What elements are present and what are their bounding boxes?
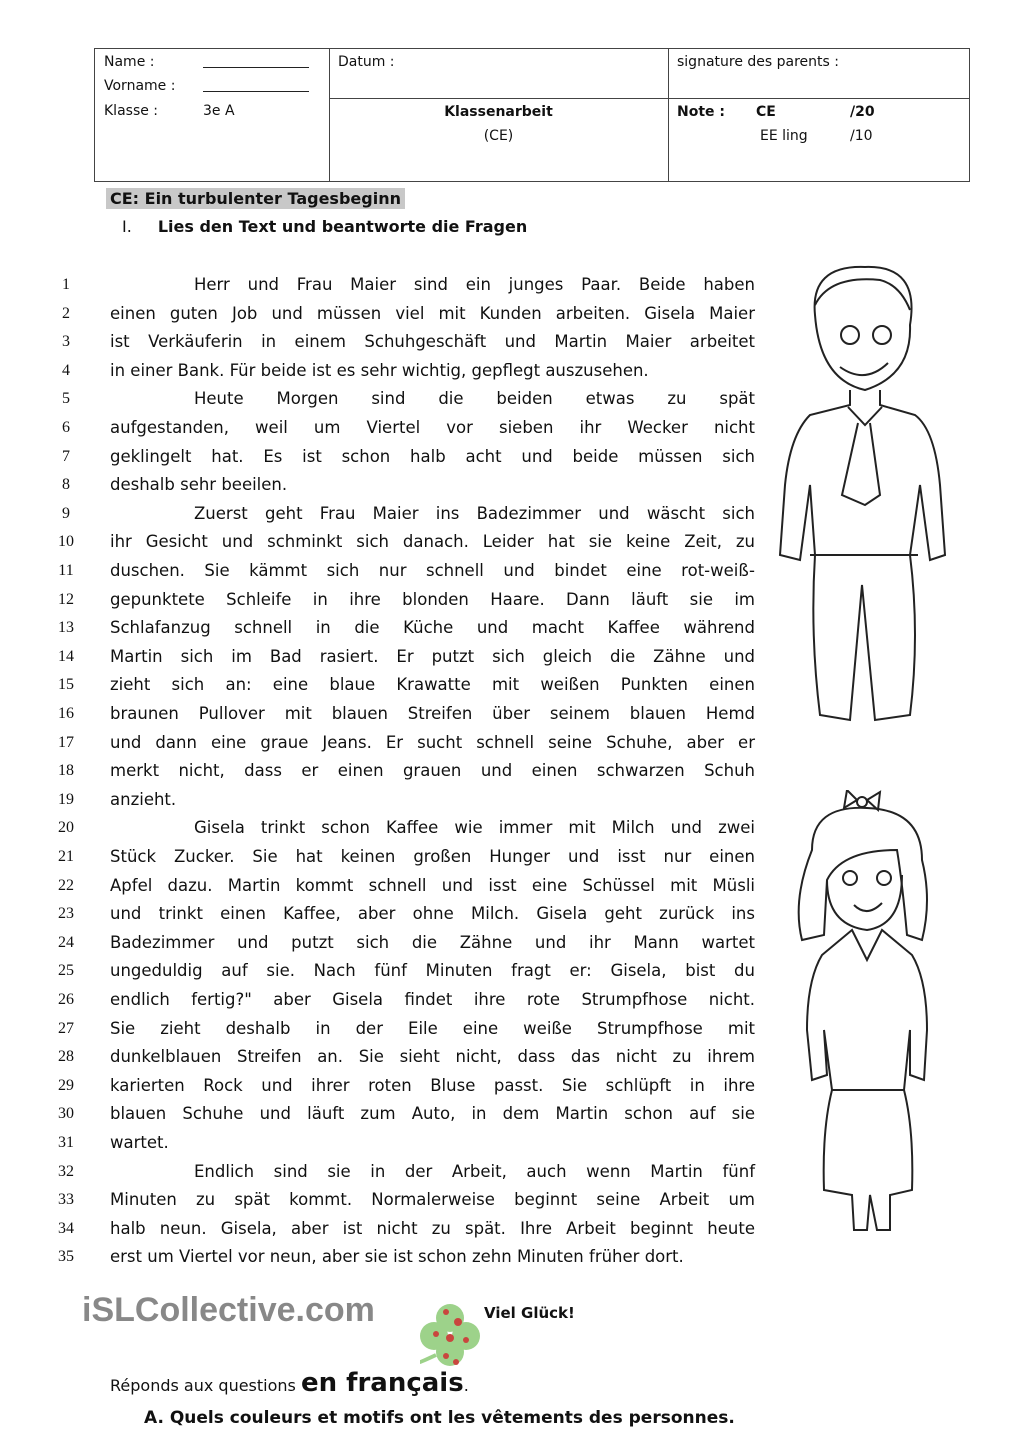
text-line [0, 701, 800, 730]
vorname-label: Vorname : [104, 78, 176, 94]
line-text: duschen. Sie kämmt sich nur schnell und bindet eine rot-weiß- [110, 561, 755, 580]
text-line [0, 558, 800, 587]
line-text: Endlich sind sie in der Arbeit, auch wenn Martin fünf [194, 1161, 755, 1181]
man-illustration [770, 255, 950, 735]
line-text: ungeduldig auf sie. Nach fünf Minuten fragt er: Gisela, bist du [110, 961, 755, 981]
line-number: 28 [58, 1048, 74, 1066]
signature-label: signature des parents : [677, 54, 839, 70]
line-number: 24 [58, 933, 74, 951]
line-text: geklingelt hat. Es ist schon halb acht und beide müssen sich [110, 446, 755, 466]
line-text: einen guten Job und müssen viel mit Kunden arbeiten. Gisela Maier [110, 303, 755, 323]
line-text: gepunktete Schleife in ihre blonden Haare. Dann läuft sie im [110, 589, 755, 609]
line-number: 27 [58, 1019, 74, 1037]
line-text: ist Verkäuferin in einem Schuhgeschäft und Martin Maier arbeitet [110, 332, 755, 352]
line-number: 32 [58, 1162, 74, 1180]
text-line [0, 672, 800, 701]
line-number: 26 [58, 991, 74, 1008]
line-number: 10 [58, 533, 74, 551]
line-text: braunen Pullover mit blauen Streifen über seinem blauen Hemd [110, 704, 755, 723]
line-text: in einer Bank. Für beide ist es sehr wichtig, gepflegt auszusehen. [110, 360, 649, 380]
line-number: 25 [58, 962, 74, 980]
line-number: 19 [58, 790, 74, 808]
text-line [0, 272, 800, 301]
line-text: Martin sich im Bad rasiert. Er putzt sich gleich die Zähne und [110, 646, 755, 666]
line-number: 18 [58, 762, 74, 780]
line-number: 35 [58, 1248, 74, 1266]
text-line [0, 787, 800, 816]
line-number: 5 [62, 390, 70, 408]
text-line [0, 472, 800, 501]
line-number: 21 [58, 848, 74, 865]
instruction-number: I. [122, 217, 132, 236]
line-number: 29 [58, 1076, 74, 1094]
line-number: 7 [62, 447, 70, 465]
line-text: ihr Gesicht und schminkt sich danach. Leider hat sie keine Zeit, zu [110, 532, 755, 552]
line-text: blauen Schuhe und läuft zum Auto, in dem Martin schon auf sie [110, 1104, 755, 1124]
note-ee-max: /10 [850, 128, 873, 144]
line-number: 8 [62, 476, 70, 494]
text-line [0, 1130, 800, 1159]
line-text: und trinkt einen Kaffee, aber ohne Milch. Gisela geht zurück ins [110, 904, 755, 924]
vorname-field[interactable] [203, 79, 309, 96]
line-text: zieht sich an: eine blaue Krawatte mit weißen Punkten einen [110, 675, 755, 695]
text-line [0, 644, 800, 673]
line-text: Gisela trinkt schon Kaffee wie immer mit Milch und zwei [194, 818, 755, 838]
section-title: CE: Ein turbulenter Tagesbeginn [106, 188, 405, 209]
line-text: Minuten zu spät kommt. Normalerweise beginnt seine Arbeit um [110, 1190, 755, 1210]
text-line [0, 529, 800, 558]
line-number: 11 [58, 562, 74, 579]
good-luck-text: Viel Glück! [484, 1304, 575, 1322]
instruction-text: Lies den Text und beantworte die Fragen [157, 217, 528, 236]
line-number: 1 [62, 276, 70, 293]
datum-cell [329, 49, 669, 181]
line-text: Herr und Frau Maier sind ein junges Paar. Beide haben [194, 275, 755, 294]
text-line [0, 1101, 800, 1130]
name-label: Name : [104, 54, 155, 70]
line-number: 13 [58, 619, 74, 637]
text-line [0, 1044, 800, 1073]
text-line [0, 815, 800, 844]
note-ee: EE ling [760, 128, 808, 144]
klasse-value: 3e A [203, 103, 235, 119]
line-text: Badezimmer und putzt sich die Zähne und ihr Mann wartet [110, 932, 755, 952]
text-line [0, 901, 800, 930]
line-number: 9 [62, 504, 70, 522]
text-line [0, 1073, 800, 1102]
name-field[interactable] [203, 55, 309, 72]
text-line [0, 844, 800, 873]
line-number: 3 [62, 333, 70, 351]
text-line [0, 730, 800, 759]
line-text: Apfel dazu. Martin kommt schnell und isst eine Schüssel mit Müsli [110, 875, 755, 895]
klasse-label: Klasse : [104, 103, 159, 119]
text-line [0, 415, 800, 444]
line-number: 30 [58, 1105, 74, 1123]
text-line [0, 358, 800, 387]
line-text: Heute Morgen sind die beiden etwas zu spät [194, 389, 755, 409]
note-ce-max: /20 [850, 104, 875, 120]
line-number: 2 [62, 304, 70, 322]
answer-prefix: Réponds aux questions [110, 1376, 301, 1395]
text-line [0, 930, 800, 959]
line-text: endlich fertig?" aber Gisela findet ihre rote Strumpfhose nicht. [110, 990, 755, 1009]
text-line [0, 1216, 800, 1245]
line-text: wartet. [110, 1133, 169, 1152]
text-line [0, 1244, 800, 1273]
line-text: dunkelblauen Streifen an. Sie sieht nicht, dass das nicht zu ihrem [110, 1047, 755, 1067]
line-text: Stück Zucker. Sie hat keinen großen Hunger und isst nur einen [110, 847, 755, 866]
exam-subtitle: (CE) [483, 128, 514, 144]
line-number: 14 [58, 647, 74, 665]
line-text: und dann eine graue Jeans. Er sucht schnell seine Schuhe, aber er [110, 732, 755, 752]
line-number: 4 [62, 361, 70, 379]
line-number: 20 [58, 819, 74, 837]
text-line [0, 1187, 800, 1216]
text-line [0, 501, 800, 530]
text-line [0, 1159, 800, 1188]
text-line [0, 758, 800, 787]
text-line [0, 873, 800, 902]
line-text: erst um Viertel vor neun, aber sie ist schon zehn Minuten früher dort. [110, 1247, 684, 1267]
line-number: 23 [58, 905, 74, 923]
line-text: aufgestanden, weil um Viertel vor sieben ihr Wecker nicht [110, 418, 755, 437]
line-number: 12 [58, 590, 74, 608]
text-line [0, 958, 800, 987]
line-text: deshalb sehr beeilen. [110, 475, 288, 495]
line-number: 33 [58, 1191, 74, 1209]
line-text: Schlafanzug schnell in die Küche und macht Kaffee während [110, 618, 755, 638]
line-text: halb neun. Gisela, aber ist nicht zu spät. Ihre Arbeit beginnt heute [110, 1218, 755, 1238]
line-number: 17 [58, 733, 74, 751]
line-text: Zuerst geht Frau Maier ins Badezimmer und wäscht sich [194, 503, 755, 523]
text-line [0, 329, 800, 358]
text-line [0, 987, 800, 1016]
line-text: karierten Rock und ihrer roten Bluse passt. Sie schlüpft in ihre [110, 1075, 755, 1095]
text-line [0, 386, 800, 415]
question-a: A. Quels couleurs et motifs ont les vêtements des personnes. [144, 1408, 735, 1428]
note-label: Note : [677, 104, 725, 120]
woman-illustration [782, 790, 952, 1240]
text-line [0, 587, 800, 616]
student-info-cell [95, 49, 330, 181]
line-number: 31 [58, 1134, 74, 1151]
header-table [94, 48, 970, 182]
line-number: 22 [58, 876, 74, 894]
text-line [0, 444, 800, 473]
line-text: anzieht. [110, 789, 177, 809]
line-number: 15 [58, 676, 74, 694]
header-divider [329, 98, 969, 99]
answer-instruction [110, 1368, 469, 1398]
answer-language: en français [300, 1368, 464, 1398]
line-number: 6 [62, 419, 70, 436]
exam-title: Klassenarbeit [444, 104, 553, 120]
text-line [0, 301, 800, 330]
text-line [0, 615, 800, 644]
watermark-logo: iSLCollective.com [82, 1291, 375, 1329]
datum-label: Datum : [338, 54, 395, 70]
line-text: Sie zieht deshalb in der Eile eine weiße Strumpfhose mit [110, 1018, 755, 1038]
answer-suffix: . [463, 1376, 469, 1395]
note-ce: CE [756, 104, 776, 120]
text-line [0, 1016, 800, 1045]
line-text: merkt nicht, dass er einen grauen und einen schwarzen Schuh [110, 761, 755, 781]
signature-cell [668, 49, 969, 181]
instruction [122, 217, 527, 236]
line-number: 34 [58, 1219, 74, 1237]
line-number: 16 [58, 705, 74, 722]
